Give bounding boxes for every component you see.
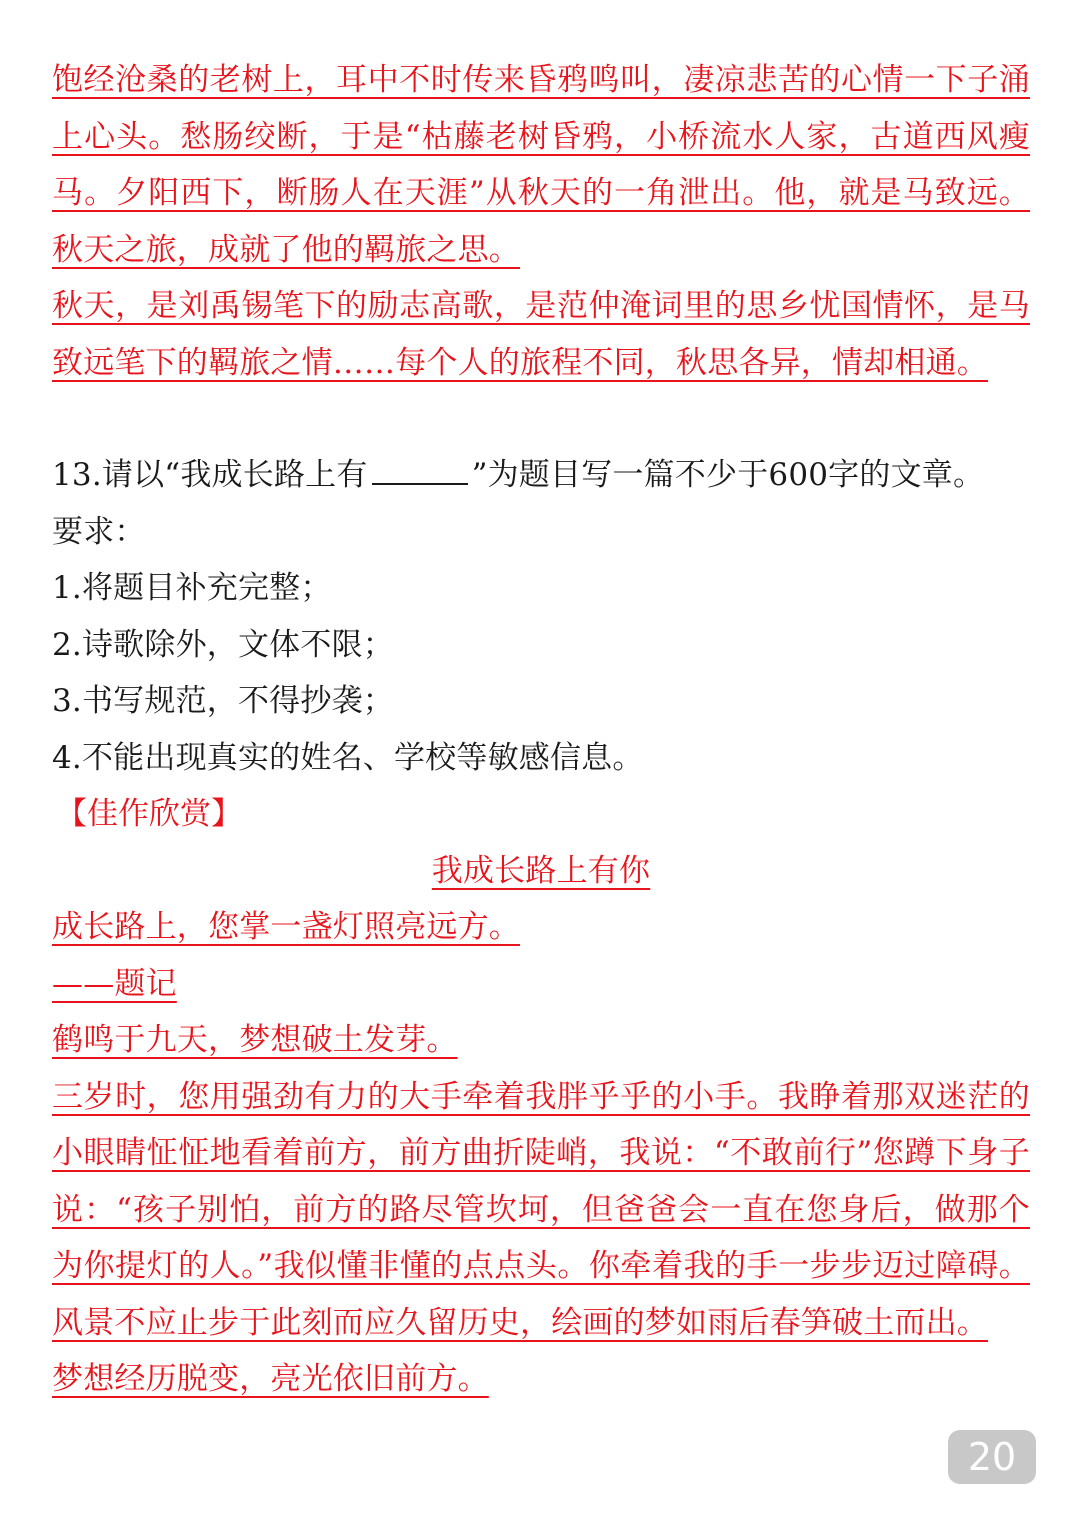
essay-paragraph-3-text: 梦想经历脱变，亮光依旧前方。 bbox=[52, 1361, 489, 1397]
essay-epigraph-text: 成长路上，您掌一盏灯照亮远方。 bbox=[52, 909, 520, 945]
passage-paragraph-2-text: 秋天，是刘禹锡笔下的励志高歌，是范仲淹词里的思乡忧国情怀，是马致远笔下的羁旅之情……每个人的旅程不同，秋思各异，情却相通。 bbox=[52, 288, 1030, 381]
section-gap bbox=[52, 391, 1030, 447]
requirements-label: 要求： bbox=[52, 513, 146, 550]
essay-epigraph-source bbox=[52, 956, 1030, 1013]
requirement-item: 2.诗歌除外，文体不限； bbox=[52, 626, 394, 663]
document-page bbox=[52, 52, 1030, 1408]
requirement-item: 3.书写规范，不得抄袭； bbox=[52, 683, 394, 719]
essay-paragraph-1-text: 鹤鸣于九天，梦想破土发芽。 bbox=[52, 1022, 458, 1058]
question-prompt-start: 13.请以“我成长路上有 bbox=[52, 457, 368, 493]
essay-epigraph-source-text: ——题记 bbox=[52, 965, 177, 1002]
essay-paragraph-2 bbox=[52, 1069, 1030, 1352]
essay-paragraph-2-text: 三岁时，您用强劲有力的大手牵着我胖乎乎的小手。我睁着那双迷茫的小眼睛怔怔地看着前方，前方曲折陡峭，我说：“不敢前行”您蹲下身子说：“孩子别怕，前方的路尽管坎坷，但爸爸会一直在您身后，做那个为你提灯的人。”我似懂非懂的点点头。你牵着我的手一步步迈过障碍。风景不应止步于此刻而应久留历史，绘画的梦如雨后春笋破土而出。 bbox=[52, 1078, 1030, 1341]
title-blank bbox=[372, 453, 468, 485]
essay-title-text: 我成长路上有你 bbox=[431, 852, 651, 889]
requirement-item: 1.将题目补充完整； bbox=[52, 570, 332, 606]
essay-epigraph bbox=[52, 899, 1030, 956]
passage-paragraph-2 bbox=[52, 278, 1030, 391]
essay-paragraph-3 bbox=[52, 1351, 1030, 1408]
question-prompt-end: ”为题目写一篇不少于600字的文章。 bbox=[471, 457, 985, 493]
requirement-item: 4.不能出现真实的姓名、学校等敏感信息。 bbox=[52, 739, 644, 776]
question-prompt bbox=[52, 447, 1030, 504]
sample-section-label: 【佳作欣赏】 bbox=[56, 796, 242, 832]
essay-paragraph-1 bbox=[52, 1012, 1030, 1069]
essay-title bbox=[52, 843, 1030, 900]
passage-paragraph-1 bbox=[52, 52, 1030, 278]
page-number-badge: 20 bbox=[948, 1430, 1036, 1484]
passage-paragraph-1-text: 饱经沧桑的老树上，耳中不时传来昏鸦鸣叫，凄凉悲苦的心情一下子涌上心头。愁肠绞断，于是“枯藤老树昏鸦，小桥流水人家，古道西风瘦马。夕阳西下，断肠人在天涯”从秋天的一角泄出。他，就是马致远。秋天之旅，成就了他的羁旅之思。 bbox=[52, 62, 1030, 268]
